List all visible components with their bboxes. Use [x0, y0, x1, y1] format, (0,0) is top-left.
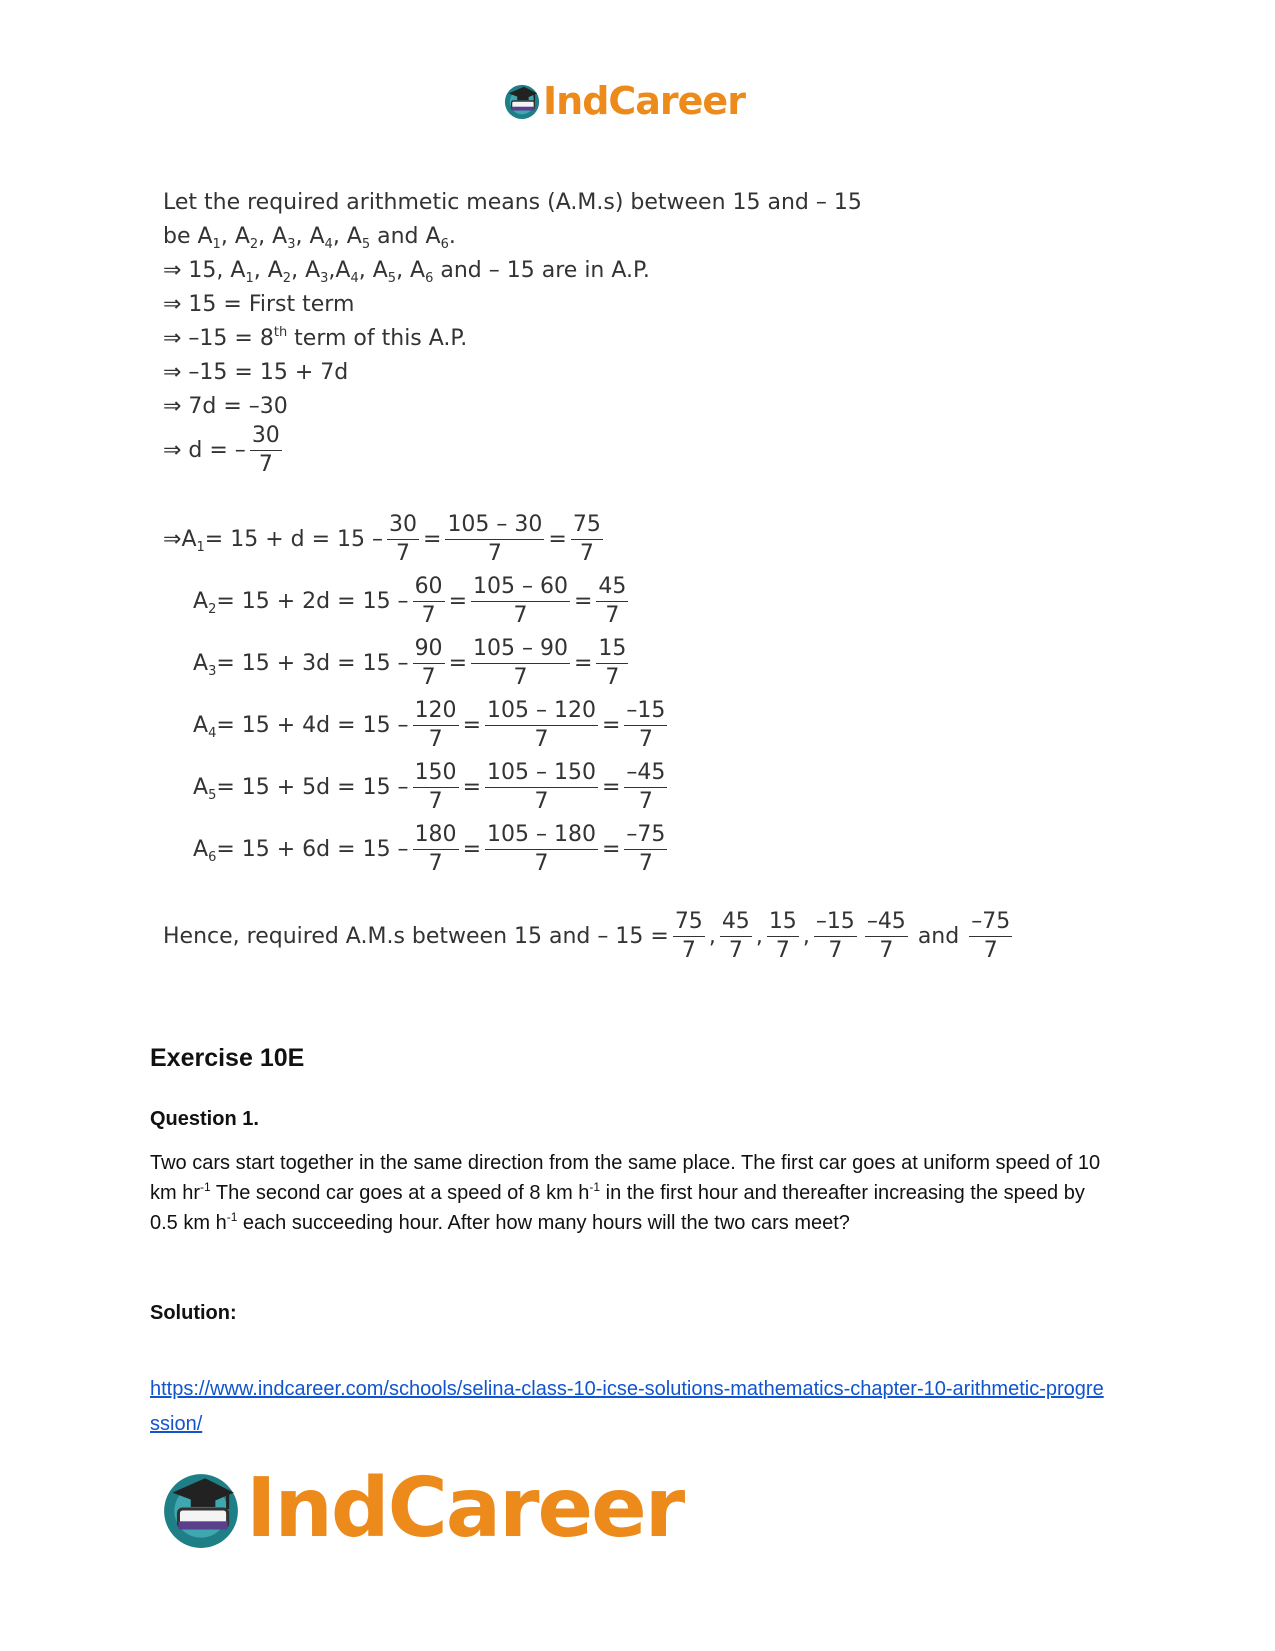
graduation-cap-book-icon [503, 82, 541, 120]
graduation-cap-book-icon [160, 1468, 242, 1550]
mean-row: $A_6$ = 15 + 6d = 15 – $\frac{180}{7}$ = $\frac{105 - 180}{7}$ = $\frac{-75}{7}$ [193, 822, 666, 876]
fraction: $\frac{-15}{7}$ [626, 698, 666, 752]
step-ap: ⇒ 15, $A_1$, $A_2$, $A_3,A_4$, $A_5$, $A_6$ and – 15 are in A.P. [163, 258, 650, 286]
fraction: $\frac{105 - 90}{7}$ [473, 636, 568, 690]
fraction: $\frac{-45}{7}$ [866, 909, 906, 963]
step-equation-1: ⇒ –15 = 15 + 7d [163, 360, 349, 385]
step-eighth-term: ⇒ –15 = 8th term of this A.P. [163, 325, 468, 351]
intro-line-2: be $A_1$, $A_2$, $A_3$, $A_4$, $A_5$ and $A_6$. [163, 224, 456, 252]
fraction: $\frac{15}{7}$ [768, 909, 797, 963]
source-link[interactable]: https://www.indcareer.com/schools/selina-class-10-icse-solutions-mathematics-chapter-10-arithmetic-progression/ [150, 1378, 1104, 1435]
fraction: $\frac{150}{7}$ [414, 760, 457, 814]
fraction: $\frac{180}{7}$ [414, 822, 457, 876]
fraction: $\frac{30}{7}$ [251, 423, 280, 477]
fraction: $\frac{90}{7}$ [414, 636, 443, 690]
fraction: $\frac{-15}{7}$ [815, 909, 855, 963]
mean-row: $A_5$ = 15 + 5d = 15 – $\frac{150}{7}$ = $\frac{105 - 150}{7}$ = $\frac{-45}{7}$ [193, 760, 666, 814]
math-solution [163, 186, 1123, 964]
mean-row: $A_4$ = 15 + 4d = 15 – $\frac{120}{7}$ = $\frac{105 - 120}{7}$ = $\frac{-15}{7}$ [193, 698, 666, 752]
fraction: $\frac{105 - 120}{7}$ [487, 698, 596, 752]
mean-row: ⇒ $A_1$ = 15 + d = 15 – $\frac{30}{7}$ = $\frac{105 - 30}{7}$ = $\frac{75}{7}$ [163, 512, 601, 566]
step-equation-2: ⇒ 7d = –30 [163, 394, 288, 419]
indcareer-logo [503, 79, 745, 123]
indcareer-logo-large [160, 1461, 684, 1556]
fraction: $\frac{75}{7}$ [572, 512, 601, 566]
fraction: $\frac{-45}{7}$ [626, 760, 666, 814]
mean-row: $A_2$ = 15 + 2d = 15 – $\frac{60}{7}$ = $\frac{105 - 60}{7}$ = $\frac{45}{7}$ [193, 574, 627, 628]
step-first-term: ⇒ 15 = First term [163, 292, 355, 317]
fraction: $\frac{45}{7}$ [598, 574, 627, 628]
question-label: Question 1. [150, 1108, 259, 1130]
fraction: $\frac{-75}{7}$ [626, 822, 666, 876]
step-d-value: ⇒ d = – $\frac{30}{7}$ [163, 423, 280, 477]
exercise-title: Exercise 10E [150, 1044, 305, 1072]
solution-label: Solution: [150, 1302, 237, 1324]
logo-wordmark: IndCareer [246, 1461, 684, 1556]
fraction: $\frac{75}{7}$ [674, 909, 703, 963]
fraction: $\frac{120}{7}$ [414, 698, 457, 752]
fraction: $\frac{105 - 30}{7}$ [447, 512, 543, 566]
means-list [163, 508, 1123, 880]
intro-line-1: Let the required arithmetic means (A.M.s) between 15 and – 15 [163, 190, 862, 215]
fraction: $\frac{30}{7}$ [389, 512, 417, 566]
fraction: $\frac{105 - 60}{7}$ [473, 574, 568, 628]
fraction: $\frac{60}{7}$ [414, 574, 443, 628]
fraction: $\frac{105 - 180}{7}$ [487, 822, 596, 876]
fraction: $\frac{-75}{7}$ [971, 909, 1011, 963]
mean-row: $A_3$ = 15 + 3d = 15 – $\frac{90}{7}$ = $\frac{105 - 90}{7}$ = $\frac{15}{7}$ [193, 636, 627, 690]
hence-line: Hence, required A.M.s between 15 and – 15 = $\frac{75}{7}$ , $\frac{45}{7}$ , $\frac{15}{7}$ , $\frac{-15}{7}$ $\frac{-45}{7}$ and $\frac{-75}{7}$ [163, 909, 1011, 963]
question-text: Two cars start together in the same direction from the same place. The first car goes at uniform speed of 10 km $hr^{-1}$ The second car goes at a speed of 8 km $h^{-1}$ in the first hour and thereafter increasing the speed by 0.5 km $h^{-1}$ each succeeding hour. After how many hours will the two cars meet? [150, 1152, 1101, 1234]
fraction: $\frac{45}{7}$ [721, 909, 750, 963]
fraction: $\frac{105 - 150}{7}$ [487, 760, 596, 814]
fraction: $\frac{15}{7}$ [598, 636, 627, 690]
logo-wordmark: IndCareer [543, 79, 745, 123]
